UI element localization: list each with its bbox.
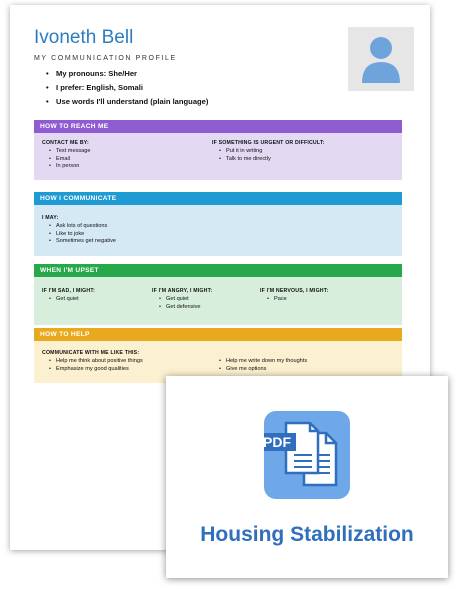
list-item: • Email bbox=[42, 156, 91, 162]
list-item: • Put it in writing bbox=[212, 148, 325, 154]
person-icon bbox=[348, 27, 414, 91]
section-header-help: HOW TO HELP bbox=[34, 328, 402, 341]
profile-bullets bbox=[46, 69, 208, 111]
column-label: IF SOMETHING IS URGENT OR DIFFICULT: bbox=[212, 140, 325, 146]
list-item: • Like to joke bbox=[42, 231, 116, 237]
list-item: • Text message bbox=[42, 148, 91, 154]
list-item: • Use words I'll understand (plain language) bbox=[46, 97, 208, 106]
list-item: • Get quiet bbox=[152, 296, 212, 302]
help-column-right bbox=[212, 358, 307, 373]
reach-contact-column bbox=[42, 140, 91, 171]
upset-angry-column bbox=[152, 288, 212, 311]
list-item: • Talk to me directly bbox=[212, 156, 325, 162]
column-label: COMMUNICATE WITH ME LIKE THIS: bbox=[42, 350, 140, 356]
section-header-upset: WHEN I'M UPSET bbox=[34, 264, 402, 277]
list-item: • Get defensive bbox=[152, 304, 212, 310]
profile-subtitle: MY COMMUNICATION PROFILE bbox=[34, 55, 177, 62]
section-body-communicate bbox=[34, 205, 402, 256]
card-title: Housing Stabilization bbox=[200, 523, 414, 546]
list-item: • I prefer: English, Somali bbox=[46, 83, 208, 92]
column-label: IF I'M ANGRY, I MIGHT: bbox=[152, 288, 213, 294]
section-body-upset bbox=[34, 277, 402, 325]
column-label: IF I'M SAD, I MIGHT: bbox=[42, 288, 96, 294]
avatar bbox=[348, 27, 414, 91]
list-item: • Pace bbox=[260, 296, 328, 302]
list-item: • Give me options bbox=[212, 366, 307, 372]
section-header-reach: HOW TO REACH ME bbox=[34, 120, 402, 133]
upset-nervous-column bbox=[260, 288, 328, 304]
list-item: • Sometimes get negative bbox=[42, 238, 116, 244]
reach-urgent-column bbox=[212, 140, 325, 163]
column-label: IF I'M NERVOUS, I MIGHT: bbox=[260, 288, 329, 294]
list-item: • Emphasize my good qualities bbox=[42, 366, 143, 372]
column-label: CONTACT ME BY: bbox=[42, 140, 89, 146]
upset-sad-column bbox=[42, 288, 95, 304]
list-item: • Get quiet bbox=[42, 296, 95, 302]
list-item: • Help me write down my thoughts bbox=[212, 358, 307, 364]
section-header-communicate: HOW I COMMUNICATE bbox=[34, 192, 402, 205]
pdf-badge-label: PDF bbox=[264, 434, 291, 450]
profile-name: Ivoneth Bell bbox=[34, 27, 134, 48]
communicate-column bbox=[42, 215, 116, 246]
list-item: • Help me think about positive things bbox=[42, 358, 143, 364]
list-item: • In person bbox=[42, 163, 91, 169]
list-item: • My pronouns: She/Her bbox=[46, 69, 208, 78]
list-item: • Ask lots of questions bbox=[42, 223, 116, 229]
housing-stabilization-card[interactable] bbox=[166, 376, 448, 578]
pdf-document-icon bbox=[264, 411, 350, 499]
column-label: I MAY: bbox=[42, 215, 59, 221]
section-body-reach bbox=[34, 133, 402, 180]
help-column-left bbox=[42, 350, 143, 373]
